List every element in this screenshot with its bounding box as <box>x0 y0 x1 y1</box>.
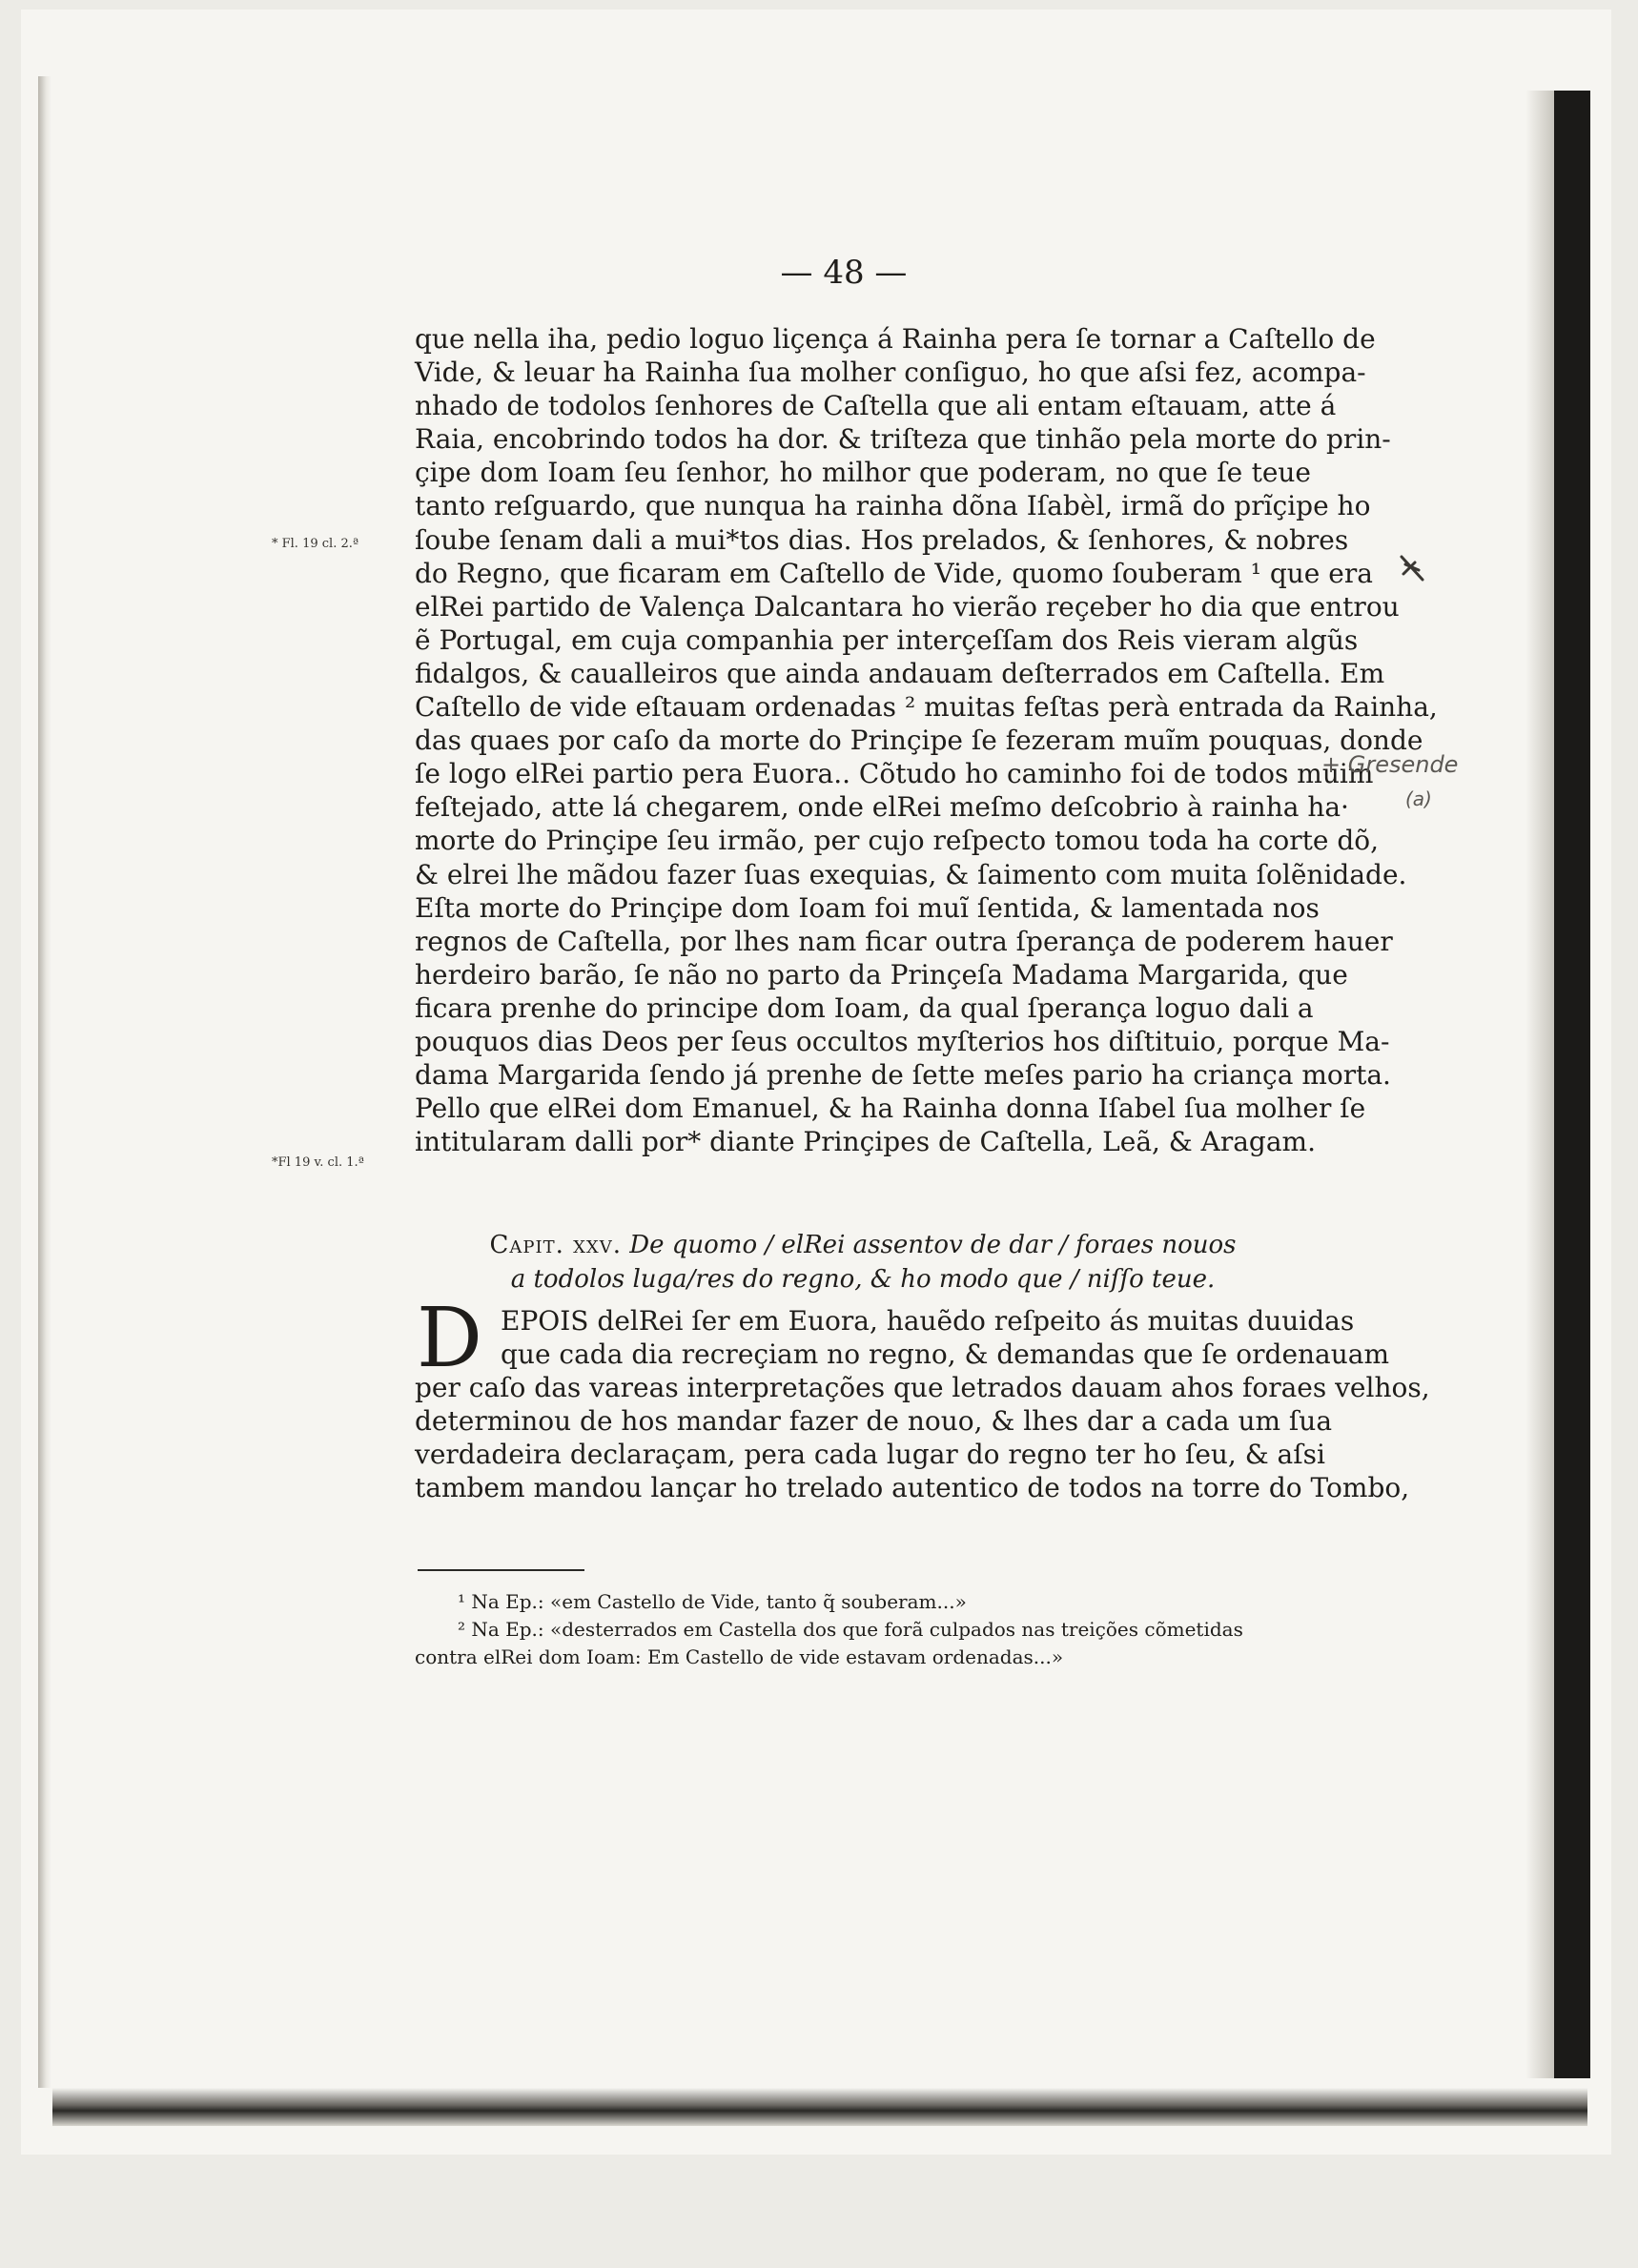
handwritten-annotation-sub: (a) <box>1405 787 1432 810</box>
footnote-divider <box>418 1569 584 1571</box>
chapter-title-line-1 <box>415 1228 1311 1262</box>
margin-note-folio-1: * Fl. 19 cl. 2.ª <box>272 537 359 551</box>
text-line: elRei partido de Valença Dalcantara ho vierão reçeber ho dia que entrou <box>415 590 1400 623</box>
text-line: regnos de Caſtella, por lhes nam ficar outra ſperança de poderem hauer <box>415 925 1393 957</box>
page-number: — 48 — <box>780 254 908 292</box>
text-line: determinou de hos mandar fazer de nouo, & lhes dar a cada um ſua <box>415 1405 1333 1438</box>
footnote-1: ¹ Na Ep.: «em Castello de Vide, tanto q̃ souberam...» <box>458 1590 967 1613</box>
ink-mark-icon <box>1394 551 1432 589</box>
chapter-paragraph <box>415 1304 1430 1505</box>
text-line: ficara prenhe do principe dom Ioam, da qual ſperança loguo dali a <box>415 991 1314 1024</box>
chapter-label: Capit. xxv. <box>489 1231 622 1259</box>
footnote-2: ² Na Ep.: «desterrados em Castella dos que forã culpados nas treições cõmetidas <box>458 1618 1243 1641</box>
chapter-heading <box>415 1228 1311 1297</box>
drop-cap: D <box>417 1291 482 1386</box>
text-line: çipe dom Ioam ſeu ſenhor, ho milhor que poderam, no que ſe teue <box>415 457 1311 489</box>
text-line: ſe logo elRei partio pera Euora.. Cõtudo ho caminho foi de todos muim <box>415 758 1374 790</box>
text-line: pouquos dias Deos per ſeus occultos myſterios hos diſtituio, porque Ma- <box>415 1025 1390 1057</box>
text-line: Caſtello de vide eſtauam ordenadas ² muitas feſtas perà entrada da Rainha, <box>415 691 1438 724</box>
text-line: herdeiro barão, ſe não no parto da Prinçeſa Madama Margarida, que <box>415 958 1348 991</box>
text-line: morte do Prinçipe ſeu irmão, per cujo reſpecto tomou toda ha corte dõ, <box>415 825 1380 857</box>
footnotes <box>415 1588 1311 1671</box>
text-line: ẽ Portugal, em cuja companhia per interçeſſam dos Reis vieram algũs <box>415 623 1359 656</box>
chapter-title-2: a todolos luga/res do regno, & ho modo que / niſſo teue. <box>510 1265 1216 1294</box>
text-line: per caſo das vareas interpretações que letrados dauam ahos foraes velhos, <box>415 1372 1430 1404</box>
text-line: Pello que elRei dom Emanuel, & ha Rainha donna Iſabel ſua molher ſe <box>415 1093 1366 1125</box>
text-line: verdadeira declaraçam, pera cada lugar do regno ter ho ſeu, & aſsi <box>415 1439 1325 1471</box>
first-word: EPOIS <box>501 1305 589 1337</box>
text-line: Vide, & leuar ha Rainha ſua molher conſiguo, ho que aſsi fez, acompa- <box>415 357 1366 389</box>
text-line: do Regno, que ficaram em Caſtello de Vide, quomo ſouberam ¹ que era <box>415 557 1373 589</box>
text-line: dama Margarida ſendo já prenhe de ſette meſes pario ha criança morta. <box>415 1059 1391 1092</box>
text-line: ſoube ſenam dali a mui*tos dias. Hos prelados, & ſenhores, & nobres <box>415 523 1349 556</box>
text-line: Eſta morte do Prinçipe dom Ioam foi muĩ ſentida, & lamentada nos <box>415 891 1320 924</box>
text-line <box>415 1304 1355 1338</box>
text-line: nhado de todolos ſenhores de Caſtella que ali entam eſtauam, atte á <box>415 390 1337 422</box>
text-line: tanto reſguardo, que nunqua ha rainha dõna Iſabèl, irmã do prĩçipe ho <box>415 490 1371 522</box>
margin-note-folio-2: *Fl 19 v. cl. 1.ª <box>272 1155 364 1170</box>
chapter-title-1: De quomo / elRei assentov de dar / foraes nouos <box>629 1231 1237 1259</box>
chapter-title-line-2 <box>415 1262 1311 1297</box>
text-line: Raia, encobrindo todos ha dor. & triſteza que tinhão pela morte do prin- <box>415 423 1391 456</box>
text-line: & elrei lhe mãdou fazer ſuas exequias, & ſaimento com muita ſolẽnidade. <box>415 858 1407 890</box>
first-line-rest: delRei ſer em Euora, hauẽdo reſpeito ás muitas duuidas <box>597 1305 1355 1337</box>
text-line: tambem mandou lançar ho trelado autentico de todos na torre do Tombo, <box>415 1472 1410 1504</box>
footnote-2-continued: contra elRei dom Ioam: Em Castello de vide estavam ordenadas...» <box>415 1645 1064 1668</box>
text-line: das quaes por caſo da morte do Prinçipe ſe fezeram muĩm pouquas, donde <box>415 725 1423 757</box>
text-line: intitularam dalli por* diante Prinçipes de Caſtella, Leã, & Aragam. <box>415 1126 1316 1158</box>
text-line: que nella iha, pedio loguo liçença á Rainha pera ſe tornar a Caſtello de <box>415 323 1376 355</box>
text-line: fidalgos, & caualleiros que ainda andauam deſterrados em Caſtella. Em <box>415 657 1385 689</box>
handwritten-annotation: + Gresende <box>1321 751 1459 778</box>
text-line: feſtejado, atte lá chegarem, onde elRei meſmo deſcobrio à rainha ha· <box>415 791 1349 824</box>
text-line: que cada dia recreçiam no regno, & demandas que ſe ordenauam <box>501 1338 1390 1371</box>
